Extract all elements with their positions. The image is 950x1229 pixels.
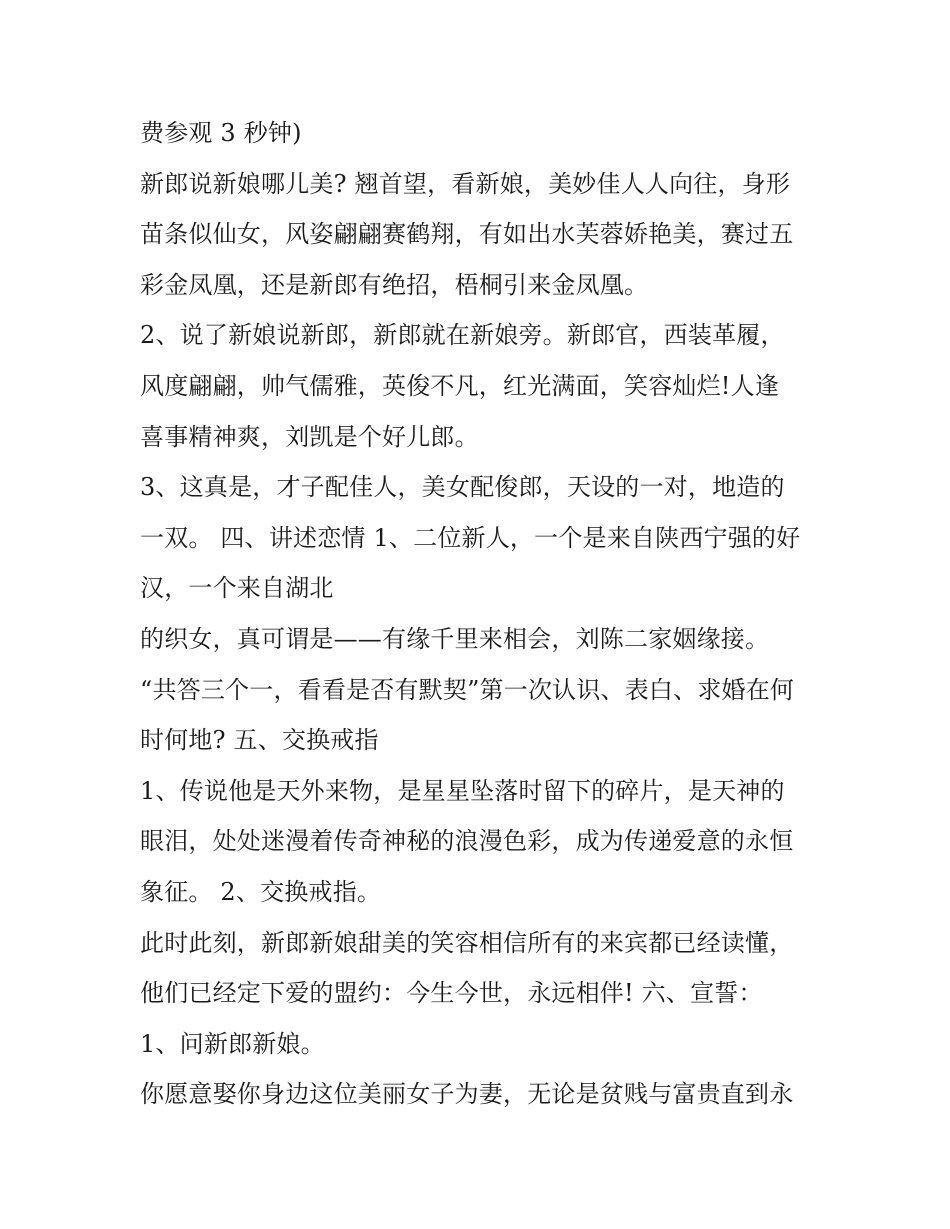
text-line: 一双。 四、讲述恋情 1、二位新人，一个是来自陕西宁强的好 xyxy=(140,523,801,552)
text-line: 苗条似仙女，风姿翩翩赛鹤翔，有如出水芙蓉娇艳美，赛过五 xyxy=(140,220,794,249)
document-body xyxy=(140,108,820,1120)
text-line: “共答三个一，看看是否有默契”第一次认识、表白、求婚在何 xyxy=(140,675,795,704)
text-line: 他们已经定下爱的盟约：今生今世，永远相伴! 六、宣誓： xyxy=(140,979,763,1008)
text-line: 此时此刻，新郎新娘甜美的笑容相信所有的来宾都已经读懂， xyxy=(140,928,794,957)
text-line: 3、这真是，才子配佳人，美女配俊郎，天设的一对，地造的 xyxy=(140,473,785,502)
text-line: 时何地? 五、交换戒指 xyxy=(140,726,379,755)
text-line: 风度翩翩，帅气儒雅，英俊不凡，红光满面，笑容灿烂!人逢 xyxy=(140,371,780,400)
text-line: 1、传说他是天外来物，是星星坠落时留下的碎片，是天神的 xyxy=(140,776,785,805)
text-line: 喜事精神爽，刘凯是个好儿郎。 xyxy=(140,422,479,451)
text-line: 眼泪，处处迷漫着传奇神秘的浪漫色彩，成为传递爱意的永恒 xyxy=(140,827,794,856)
text-line: 象征。 2、交换戒指。 xyxy=(140,877,382,906)
text-line: 2、说了新娘说新郎，新郎就在新娘旁。新郎官，西装革履， xyxy=(140,321,785,350)
text-line: 费参观 3 秒钟) xyxy=(140,119,302,147)
text-line: 你愿意娶你身边这位美丽女子为妻，无论是贫贱与富贵直到永 xyxy=(140,1080,794,1109)
text-line: 汉，一个来自湖北 xyxy=(140,574,334,603)
text-line: 新郎说新娘哪儿美? 翘首望，看新娘，美妙佳人人向往，身形 xyxy=(140,169,791,198)
text-line: 彩金凤凰，还是新郎有绝招，梧桐引来金凤凰。 xyxy=(140,270,649,299)
text-line: 1、问新郎新娘。 xyxy=(140,1029,325,1058)
text-line: 的织女，真可谓是——有缘千里来相会，刘陈二家姻缘接。 xyxy=(140,624,770,653)
